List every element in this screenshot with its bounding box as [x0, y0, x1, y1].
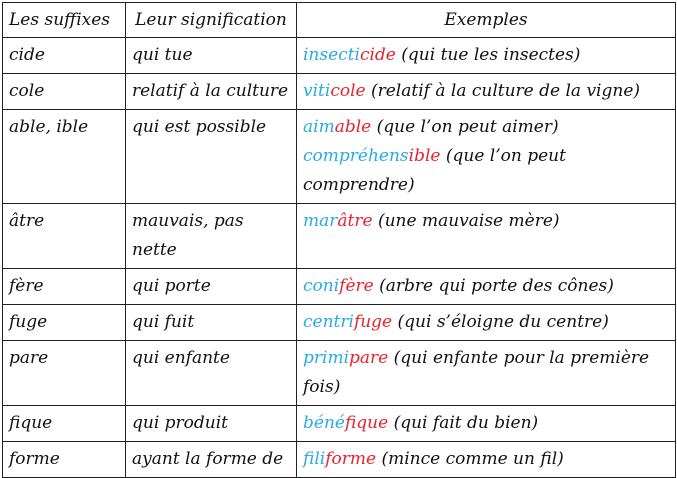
examples-cell: [297, 406, 676, 442]
example-line: [303, 344, 669, 402]
example-gloss: (mince comme un fil): [376, 449, 564, 469]
suffix-cell: able, ible: [3, 110, 126, 204]
meaning-cell: qui produit: [126, 406, 297, 442]
table-row: [3, 74, 676, 110]
example-suffix: able: [334, 117, 372, 137]
header-suffixes: Les suffixes: [3, 3, 126, 38]
header-meaning: Leur signification: [126, 3, 297, 38]
example-root: fili: [303, 449, 326, 469]
meaning-cell: relatif à la culture: [126, 74, 297, 110]
example-gloss: (relatif à la culture de la vigne): [365, 81, 641, 101]
examples-cell: [297, 110, 676, 204]
example-gloss: (qui tue les insectes): [395, 45, 581, 65]
table-row: [3, 305, 676, 341]
table-row: [3, 406, 676, 442]
table-header: [3, 3, 676, 38]
example-suffix: âtre: [337, 211, 373, 231]
example-root: mar: [303, 211, 338, 231]
suffix-cell: cole: [3, 74, 126, 110]
example-root: compréhens: [303, 146, 409, 166]
examples-cell: [297, 204, 676, 269]
suffix-cell: fère: [3, 269, 126, 305]
table-row: [3, 341, 676, 406]
example-suffix: ible: [408, 146, 441, 166]
table-row: [3, 442, 676, 478]
examples-cell: [297, 38, 676, 74]
example-suffix: cide: [359, 45, 396, 65]
suffix-cell: pare: [3, 341, 126, 406]
suffix-table: [2, 2, 676, 478]
table-row: [3, 204, 676, 269]
table-row: [3, 110, 676, 204]
example-line: [303, 41, 669, 70]
example-root: aim: [303, 117, 335, 137]
meaning-cell: qui tue: [126, 38, 297, 74]
meaning-cell: mauvais, pas nette: [126, 204, 297, 269]
example-root: béné: [303, 413, 345, 433]
example-line: [303, 272, 669, 301]
example-line: [303, 409, 669, 438]
example-gloss: (qui s’éloigne du centre): [392, 312, 609, 332]
example-line: [303, 142, 669, 200]
example-suffix: forme: [325, 449, 377, 469]
example-line: [303, 308, 669, 337]
table-body: [3, 38, 676, 478]
suffix-cell: cide: [3, 38, 126, 74]
example-suffix: cole: [330, 81, 366, 101]
example-root: coni: [303, 276, 340, 296]
example-suffix: fique: [344, 413, 389, 433]
example-line: [303, 77, 669, 106]
example-root: primi: [303, 348, 350, 368]
example-suffix: fère: [339, 276, 374, 296]
examples-cell: [297, 74, 676, 110]
example-suffix: fuge: [353, 312, 393, 332]
example-gloss: (arbre qui porte des cônes): [373, 276, 614, 296]
example-gloss: (que l’on peut comprendre): [303, 146, 566, 195]
example-root: centri: [303, 312, 354, 332]
example-root: viti: [303, 81, 331, 101]
example-root: insecti: [303, 45, 360, 65]
example-gloss: (qui enfante pour la première fois): [303, 348, 650, 397]
example-suffix: pare: [349, 348, 389, 368]
header-examples: Exemples: [297, 3, 676, 38]
meaning-cell: qui enfante: [126, 341, 297, 406]
examples-cell: [297, 269, 676, 305]
meaning-cell: ayant la forme de: [126, 442, 297, 478]
example-gloss: (une mauvaise mère): [372, 211, 560, 231]
example-gloss: (qui fait du bien): [388, 413, 539, 433]
table-row: [3, 269, 676, 305]
suffix-cell: fique: [3, 406, 126, 442]
table-row: [3, 38, 676, 74]
meaning-cell: qui porte: [126, 269, 297, 305]
example-line: [303, 445, 669, 474]
examples-cell: [297, 305, 676, 341]
meaning-cell: qui fuit: [126, 305, 297, 341]
example-line: [303, 113, 669, 142]
suffix-cell: fuge: [3, 305, 126, 341]
examples-cell: [297, 442, 676, 478]
examples-cell: [297, 341, 676, 406]
meaning-cell: qui est possible: [126, 110, 297, 204]
suffix-cell: âtre: [3, 204, 126, 269]
header-row: [3, 3, 676, 38]
example-line: [303, 207, 669, 236]
example-gloss: (que l’on peut aimer): [371, 117, 559, 137]
suffix-cell: forme: [3, 442, 126, 478]
